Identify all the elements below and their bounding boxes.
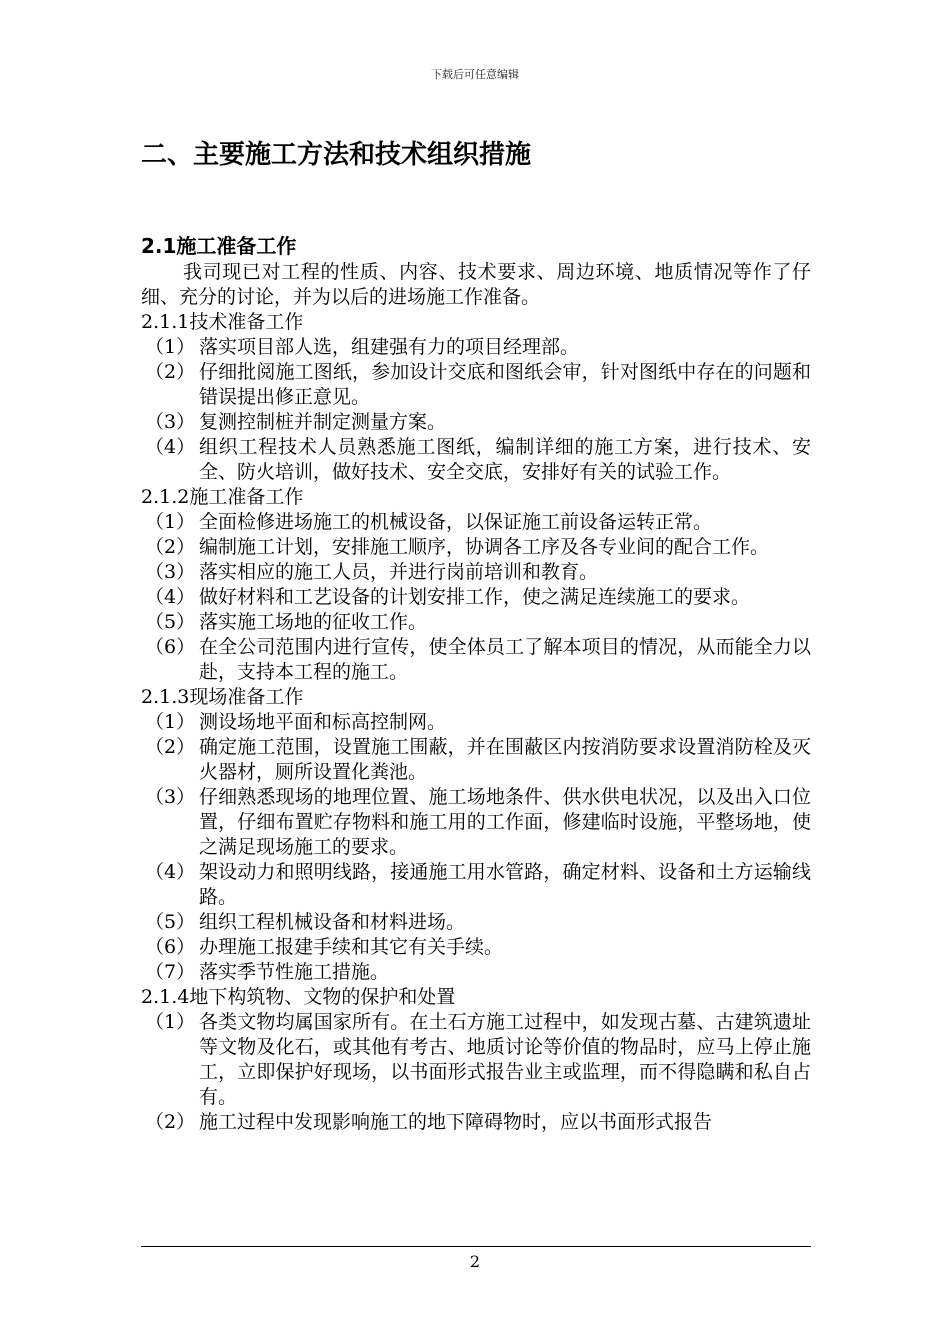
subsection bbox=[141, 310, 811, 485]
item-text: 确定施工范围，设置施工围蔽，并在围蔽区内按消防要求设置消防栓及灭火器材，厕所设置化粪池。 bbox=[199, 736, 811, 783]
list-item bbox=[141, 910, 811, 935]
item-text: 落实相应的施工人员，并进行岗前培训和教育。 bbox=[199, 561, 599, 583]
item-number: （3） bbox=[145, 786, 196, 808]
list-item bbox=[141, 1110, 811, 1135]
item-number: （3） bbox=[145, 411, 196, 433]
item-number: （2） bbox=[145, 361, 196, 383]
item-text: 组织工程机械设备和材料进场。 bbox=[199, 911, 466, 933]
list-item bbox=[141, 510, 811, 535]
item-text: 组织工程技术人员熟悉施工图纸，编制详细的施工方案，进行技术、安全、防火培训，做好技术、安全交底，安排好有关的试验工作。 bbox=[199, 436, 811, 483]
list-item bbox=[141, 585, 811, 610]
list-item bbox=[141, 535, 811, 560]
list-item bbox=[141, 935, 811, 960]
item-text: 落实施工场地的征收工作。 bbox=[199, 611, 428, 633]
item-list bbox=[141, 510, 811, 685]
item-number: （5） bbox=[145, 611, 196, 633]
list-item bbox=[141, 435, 811, 485]
list-item bbox=[141, 1010, 811, 1110]
item-number: （5） bbox=[145, 911, 196, 933]
item-text: 在全公司范围内进行宣传，使全体员工了解本项目的情况，从而能全力以赴，支持本工程的施工。 bbox=[199, 636, 811, 683]
item-number: （2） bbox=[145, 736, 196, 758]
list-item bbox=[141, 560, 811, 585]
item-number: （4） bbox=[145, 861, 196, 883]
section-title: 2.1施工准备工作 bbox=[141, 234, 297, 258]
subsection-heading: 2.1.2施工准备工作 bbox=[141, 486, 304, 508]
item-number: （6） bbox=[145, 636, 196, 658]
subsection bbox=[141, 985, 811, 1135]
item-number: （2） bbox=[145, 1111, 196, 1133]
subsection-heading: 2.1.1技术准备工作 bbox=[141, 311, 304, 333]
list-item bbox=[141, 360, 811, 410]
item-list bbox=[141, 335, 811, 485]
item-text: 仔细批阅施工图纸，参加设计交底和图纸会审，针对图纸中存在的问题和错误提出修正意见。 bbox=[199, 361, 811, 408]
item-text: 复测控制桩并制定测量方案。 bbox=[199, 411, 447, 433]
item-text: 落实项目部人选，组建强有力的项目经理部。 bbox=[199, 336, 580, 358]
page-number: 2 bbox=[469, 1252, 481, 1271]
item-text: 施工过程中发现影响施工的地下障碍物时，应以书面形式报告 bbox=[199, 1111, 713, 1133]
section-intro: 我司现已对工程的性质、内容、技术要求、周边环境、地质情况等作了仔细、充分的讨论，并为以后的进场施工作准备。 bbox=[141, 261, 811, 308]
chapter-title: 二、主要施工方法和技术组织措施 bbox=[141, 140, 532, 170]
item-number: （1） bbox=[145, 511, 196, 533]
footer-divider bbox=[141, 1246, 811, 1247]
document-body bbox=[141, 232, 811, 1135]
item-list bbox=[141, 1010, 811, 1135]
list-item bbox=[141, 860, 811, 910]
list-item bbox=[141, 335, 811, 360]
item-text: 办理施工报建手续和其它有关手续。 bbox=[199, 936, 504, 958]
item-number: （1） bbox=[145, 336, 196, 358]
header-note: 下载后可任意编辑 bbox=[431, 68, 519, 81]
item-text: 做好材料和工艺设备的计划安排工作，使之满足连续施工的要求。 bbox=[199, 586, 751, 608]
list-item bbox=[141, 610, 811, 635]
list-item bbox=[141, 410, 811, 435]
item-number: （4） bbox=[145, 436, 196, 458]
item-text: 编制施工计划，安排施工顺序，协调各工序及各专业间的配合工作。 bbox=[199, 536, 770, 558]
item-number: （3） bbox=[145, 561, 196, 583]
list-item bbox=[141, 960, 811, 985]
item-text: 仔细熟悉现场的地理位置、施工场地条件、供水供电状况，以及出入口位置，仔细布置贮存物料和施工用的工作面，修建临时设施，平整场地，使之满足现场施工的要求。 bbox=[199, 786, 811, 858]
item-text: 架设动力和照明线路，接通施工用水管路，确定材料、设备和土方运输线路。 bbox=[199, 861, 811, 908]
list-item bbox=[141, 785, 811, 860]
item-text: 各类文物均属国家所有。在土石方施工过程中，如发现古墓、古建筑遗址等文物及化石，或其他有考古、地质讨论等价值的物品时，应马上停止施工，立即保护好现场，以书面形式报告业主或监理，而不得隐瞒和私自占有。 bbox=[199, 1011, 811, 1108]
subsection bbox=[141, 685, 811, 985]
item-number: （7） bbox=[145, 961, 196, 983]
list-item bbox=[141, 735, 811, 785]
list-item bbox=[141, 710, 811, 735]
item-number: （6） bbox=[145, 936, 196, 958]
subsection-heading: 2.1.3现场准备工作 bbox=[141, 686, 304, 708]
item-text: 落实季节性施工措施。 bbox=[199, 961, 390, 983]
item-text: 测设场地平面和标高控制网。 bbox=[199, 711, 447, 733]
item-text: 全面检修进场施工的机械设备，以保证施工前设备运转正常。 bbox=[199, 511, 713, 533]
list-item bbox=[141, 635, 811, 685]
item-number: （2） bbox=[145, 536, 196, 558]
subsection-heading: 2.1.4地下构筑物、文物的保护和处置 bbox=[141, 986, 456, 1008]
subsection bbox=[141, 485, 811, 685]
item-number: （1） bbox=[145, 1011, 196, 1033]
item-number: （4） bbox=[145, 586, 196, 608]
item-list bbox=[141, 710, 811, 985]
item-number: （1） bbox=[145, 711, 196, 733]
